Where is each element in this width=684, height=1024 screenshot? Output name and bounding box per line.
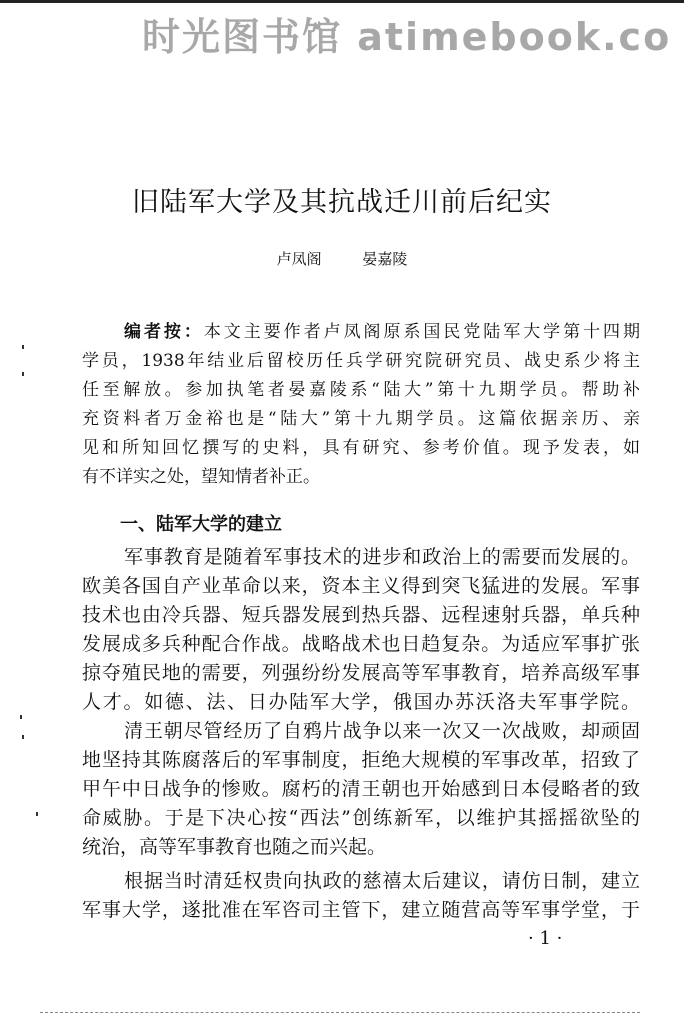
paragraph-line: 地坚持其陈腐落后的军事制度，拒绝大规模的军事改革，招致了 bbox=[82, 749, 640, 771]
top-border bbox=[0, 0, 684, 3]
authors bbox=[0, 248, 684, 269]
editor-note-line: 编者按：本文主要作者卢凤阁原系国民党陆军大学第十四期 bbox=[124, 322, 641, 342]
paragraph-line: 发展成多兵种配合作战。战略战术也日趋复杂。为适应军事扩张 bbox=[82, 633, 640, 655]
paragraph-line: 欧美各国自产业革命以来，资本主义得到突飞猛进的发展。军事 bbox=[82, 575, 640, 597]
paragraph-line: 军事教育是随着军事技术的进步和政治上的需要而发展的。 bbox=[124, 546, 640, 568]
paragraph-line: 人才。如德、法、日办陆军大学，俄国办苏沃洛夫军事学院。 bbox=[82, 691, 640, 713]
author: 晏嘉陵 bbox=[362, 250, 408, 268]
editor-note-line: 见和所知回忆撰写的史料，具有研究、参考价值。现予发表，如 bbox=[82, 438, 640, 458]
scan-speck bbox=[22, 345, 24, 349]
article-title: 旧陆军大学及其抗战迁川前后纪实 bbox=[132, 187, 552, 218]
paragraph-line: 统治，高等军事教育也随之而兴起。 bbox=[82, 836, 387, 858]
paragraph-line: 技术也由冷兵器、短兵器发展到热兵器、远程速射兵器，单兵种 bbox=[82, 604, 640, 626]
paragraph-line: 甲午中日战争的惨败。腐朽的清王朝也开始感到日本侵略者的致 bbox=[82, 778, 640, 800]
watermark: 时光图书馆 atimebook.co bbox=[142, 15, 672, 59]
editor-note-line: 学员，1938年结业后留校历任兵学研究院研究员、战史系少将主 bbox=[82, 351, 640, 371]
paragraph-line: 掠夺殖民地的需要，列强纷纷发展高等军事教育，培养高级军事 bbox=[82, 662, 640, 684]
scan-speck bbox=[22, 372, 24, 376]
editor-note-line: 充资料者万金裕也是“陆大”第十九期学员。这篇依据亲历、亲 bbox=[82, 409, 640, 429]
scan-speck bbox=[22, 735, 24, 739]
paragraph-line: 根据当时清廷权贵向执政的慈禧太后建议，请仿日制，建立 bbox=[124, 870, 640, 892]
author: 卢凤阁 bbox=[276, 250, 322, 268]
scan-speck bbox=[20, 715, 22, 719]
paragraph-line: 清王朝尽管经历了自鸦片战争以来一次又一次战败，却顽固 bbox=[124, 720, 640, 742]
editor-note-label: 编者按： bbox=[124, 322, 204, 342]
page-number: · 1 · bbox=[528, 928, 563, 949]
paragraph-line: 军事大学，遂批准在军咨司主管下，建立随营高等军事学堂，于 bbox=[82, 899, 640, 921]
editor-note-line: 有不详实之处，望知情者补正。 bbox=[82, 467, 320, 487]
section-heading: 一、陆军大学的建立 bbox=[120, 514, 282, 535]
editor-note-line: 任至解放。参加执笔者晏嘉陵系“陆大”第十九期学员。帮助补 bbox=[82, 380, 640, 400]
paragraph-line: 命威胁。于是下决心按“西法”创练新军，以维护其摇摇欲坠的 bbox=[82, 807, 640, 829]
scan-speck bbox=[36, 812, 38, 816]
bottom-scan-edge bbox=[40, 1012, 640, 1015]
